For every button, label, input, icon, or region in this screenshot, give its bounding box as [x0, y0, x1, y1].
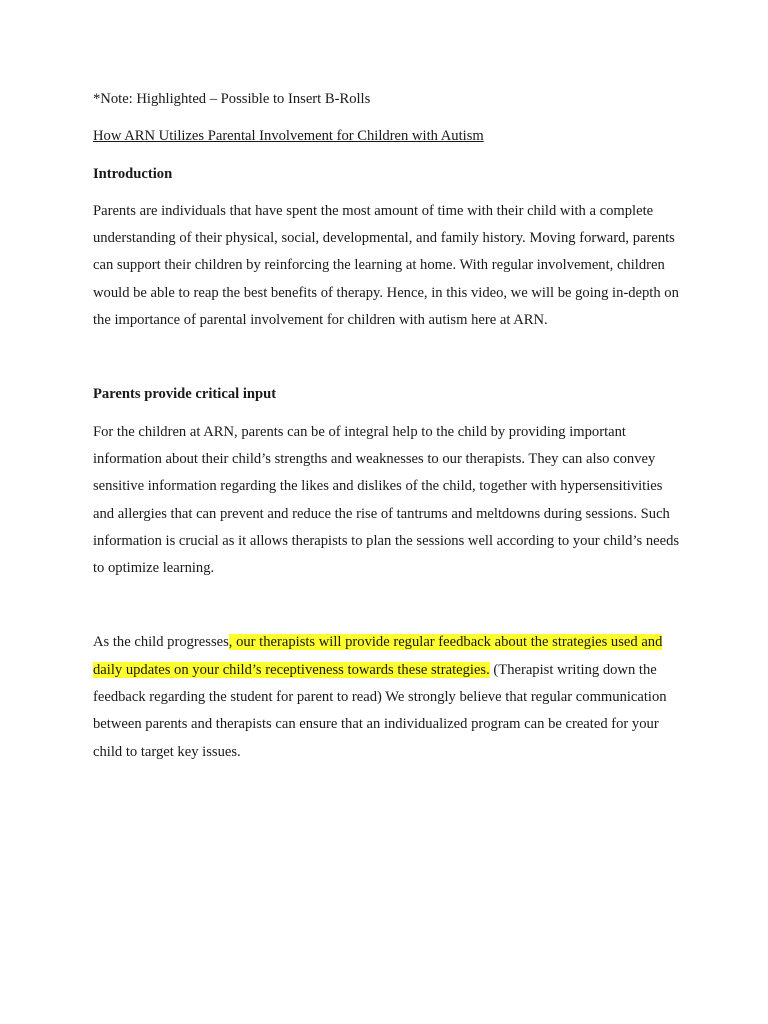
b-roll-highlight: , our therapists will provide regular feedback about the strategies used and daily updates on your child’s receptiveness towards these strategies. [93, 634, 663, 678]
parents-input-paragraph: For the children at ARN, parents can be of integral help to the child by providing important information about their child’s strengths and weaknesses to our therapists. They can also convey sensitive information regarding the likes and dislikes of the child, together with hypersensitivities and allergies that can prevent and reduce the rise of tantrums and meltdowns during sessions. Such information is crucial as it allows therapists to plan the sessions well according to your child’s needs to optimize learning. [93, 423, 680, 577]
document-body [93, 86, 685, 776]
feedback-paragraph [93, 629, 685, 765]
b-roll-note: *Note: Highlighted – Possible to Insert B-Rolls [93, 91, 371, 107]
introduction-paragraph: Parents are individuals that have spent the most amount of time with their child with a complete understanding of their physical, social, developmental, and family history. Moving forward, parents can support their children by reinforcing the learning at home. With regular involvement, children would be able to reap the best benefits of therapy. Hence, in this video, we will be going in-depth on the importance of parental involvement for children with autism here at ARN. [93, 202, 679, 329]
feedback-text-rest: (Therapist writing down the feedback regarding the student for parent to read) We strongly believe that regular communication between parents and therapists can ensure that an individualized program can be created for your child to target key issues. [93, 661, 667, 760]
section-heading-parents-input: Parents provide critical input [93, 386, 277, 403]
section-heading-introduction: Introduction [93, 165, 173, 182]
section-spacer [93, 344, 685, 381]
section-spacer [93, 592, 685, 629]
document-title: How ARN Utilizes Parental Involvement for Children with Autism [93, 128, 484, 145]
feedback-text-lead: As the child progresses [93, 634, 229, 651]
